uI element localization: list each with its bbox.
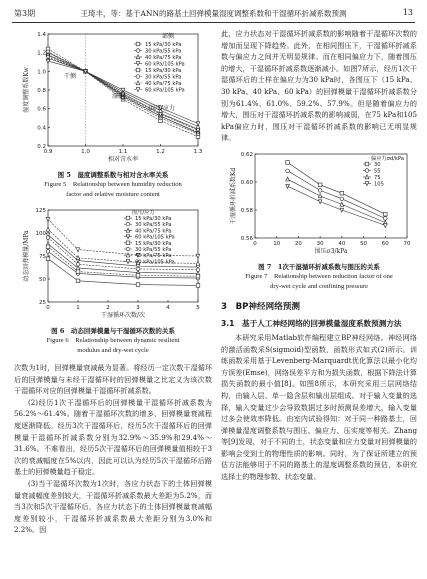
x-tick-label: 0 — [253, 240, 257, 247]
figure-7-caption-en-1: Figure 7 Relationship between reduction factor of one — [245, 272, 393, 280]
legend-marker — [136, 49, 140, 53]
subsection-heading-3-1: 3.1 基于人工神经网络的回弹模量湿度系数预测方法 — [221, 318, 402, 328]
figure-5-caption-cn: 图 5 湿度调整系数与相对含水率关系 — [57, 171, 169, 179]
data-point — [46, 236, 50, 240]
x-axis-label: 围压σ3/kPa — [314, 247, 348, 255]
x-tick-label: 70 — [403, 240, 411, 247]
legend-marker — [136, 68, 140, 72]
right-column — [221, 28, 417, 483]
legend-marker — [365, 162, 369, 166]
figure-5-caption — [14, 170, 212, 200]
page-header — [0, 0, 427, 26]
y-tick-label: 100 — [35, 231, 46, 237]
y-tick-label: 0.4 — [37, 125, 46, 132]
data-point — [46, 250, 50, 254]
data-point — [196, 274, 200, 278]
data-point — [76, 248, 80, 252]
legend-label: 105 — [374, 181, 384, 188]
legend-label: 60 kPa/105 kPa — [145, 61, 185, 68]
legend-marker — [136, 81, 140, 85]
figure-7-caption-cn: 图 7 1次干湿循环折减系数与围压的关系 — [258, 262, 380, 271]
data-point — [286, 184, 290, 188]
y-tick-label: 0.8 — [37, 88, 46, 94]
annotation-label: 部侧 — [162, 33, 175, 40]
data-point — [46, 227, 50, 231]
annotation-label: 湿侧 — [112, 93, 125, 100]
y-tick-label: 0.6 — [37, 106, 46, 113]
y-tick-label: 1.2 — [37, 50, 46, 57]
legend-marker — [126, 253, 130, 257]
x-tick-label: 20 — [294, 240, 302, 247]
x-axis-label: 相对含水率 — [107, 156, 139, 163]
legend-label: 15 kPa/30 kPa — [135, 216, 172, 222]
figure-7-chart — [221, 148, 417, 260]
series-line — [48, 219, 198, 256]
running-title: 王琦丰，等：基于ANN的路基土回弹模量湿度调整系数和干湿循环折减系数预测 — [80, 9, 347, 18]
legend-label: 60 kPa/105 kPa — [135, 259, 175, 266]
series-line — [288, 162, 386, 214]
x-tick-label: 1 — [76, 305, 80, 311]
y-tick-label: 0.60 — [240, 179, 253, 186]
data-point — [121, 88, 125, 92]
data-point — [340, 197, 344, 201]
x-tick-label: 0.9 — [43, 149, 53, 155]
data-point — [46, 257, 50, 261]
section-heading-3: 3 BP神经网络预测 — [221, 301, 300, 312]
figure-7-caption-en-2: dry-wet cycle and confining pressure — [270, 282, 368, 290]
y-tick-label: 75 — [39, 254, 46, 260]
x-tick-label: 4 — [166, 305, 170, 311]
legend-label: 60 kPa/105 kPa — [135, 234, 175, 241]
figure-6-chart — [14, 206, 212, 324]
figure-6-caption — [14, 326, 212, 356]
figure-6 — [14, 206, 212, 324]
legend-label: 40 kPa/75 kPa — [135, 253, 172, 260]
data-point — [136, 274, 140, 278]
annotation-label: 围压/应力 — [149, 105, 176, 112]
legend-label: 15 kPa/30 kPa — [145, 68, 182, 74]
y-tick-label: 1.0 — [37, 69, 46, 76]
x-axis-label: 干湿循环次数/次 — [100, 312, 146, 319]
data-point — [136, 283, 140, 287]
data-point — [318, 189, 322, 193]
y-tick-label: 125 — [35, 208, 46, 214]
legend-marker — [136, 42, 140, 46]
legend-marker — [126, 216, 130, 220]
legend-label: 75 — [374, 174, 381, 181]
data-point — [136, 267, 140, 271]
figure-6-caption-cn: 图 6 动态回弹模量与干湿循环次数的关系 — [51, 327, 175, 335]
data-point — [340, 191, 344, 195]
legend-label: 40 kPa/75 kPa — [145, 55, 182, 61]
x-tick-label: 1.1 — [118, 149, 128, 155]
x-tick-label: 1.3 — [193, 149, 203, 155]
figure-5-chart — [14, 28, 212, 168]
annotation-label: 干侧 — [64, 73, 77, 80]
series-line — [288, 171, 386, 219]
data-point — [318, 194, 322, 198]
x-tick-label: 30 — [316, 240, 324, 247]
legend-label: 30 kPa/55 kPa — [145, 48, 182, 55]
left-paragraph-3: (3)当干湿循环次数为1次时，各应力状态下的土体回弹模量衰减幅度差别较大，干湿循环折减系数最大差距为5.2%，而当3次和5次干湿循环后，各应力状态下的土体回弹模量衰减幅度差别较小，干湿循环折减系数最大差距分别为3.0%和2.2%。因 — [14, 478, 212, 535]
figure-6-caption-en-1: Figure 6 Relationship between dynamic resilient — [46, 337, 180, 344]
legend-title: 围压/应力 — [132, 210, 155, 216]
legend-title: 偏应力σd/kPa — [371, 155, 404, 162]
data-point — [286, 169, 290, 173]
series-line — [48, 229, 198, 266]
series-line — [288, 179, 386, 222]
legend-label: 30 kPa/55 kPa — [135, 247, 172, 253]
y-axis-label: 湿度调整系数Kw — [23, 67, 30, 113]
legend-marker — [126, 247, 130, 251]
data-point — [318, 183, 322, 187]
data-point — [196, 284, 200, 288]
x-tick-label: 1.2 — [156, 149, 165, 155]
data-point — [76, 262, 80, 266]
legend-label: 60 kPa/105 kPa — [145, 87, 185, 94]
legend-label: 30 kPa/55 kPa — [135, 222, 172, 229]
legend-label: 55 — [374, 168, 381, 175]
legend-marker — [136, 75, 140, 79]
series-line — [288, 186, 386, 225]
legend-label: 30 — [374, 161, 381, 168]
x-tick-label: 50 — [360, 240, 368, 247]
x-tick-label: 0 — [46, 305, 50, 311]
legend-marker — [126, 222, 130, 226]
x-tick-label: 60 — [381, 240, 389, 247]
legend-marker — [136, 88, 140, 92]
y-tick-label: 1.4 — [37, 32, 46, 38]
figure-6-caption-en-2: modulus and dry-wet cycle — [77, 347, 149, 354]
y-axis-label: 动态回弹模量/MPa — [23, 230, 30, 282]
x-tick-label: 40 — [338, 240, 346, 247]
figure-7 — [221, 148, 417, 260]
left-paragraph-1: 次数为1时，回弹模量衰减最为显著。将经历一定次数干湿循环后的回弹模量与未经干湿循环时的回弹模量之比定义为该次数干湿循环对应的回弹模量干湿循环折减系数。 — [14, 363, 212, 396]
plot-frame — [48, 210, 198, 302]
left-column — [14, 28, 212, 536]
figure-5-caption-en-2: factor and relative moisture content — [66, 191, 160, 198]
legend-label: 40 kPa/75 kPa — [145, 81, 182, 87]
right-paragraph-1: 此，应力状态对干湿循环折减系数的影响随着干湿循环次数的增加而呈现下降趋势。此外，在相同围压下，干湿循环折减系数与偏应力之间并无明显规律。而在相同偏应力下，随着围压的增大，干湿循环折减系数逐渐减小。如图7所示，经历1次干湿循环后的土样在偏应力为30 kPa时，各围压下（15 kPa、30 kPa、40 kPa、60 kPa）的回弹模量干湿循环折减系数分别为61.4%、61.0%、59.2%、57.9%。但是随着偏应力的增大，围压对干湿循环折减系数的影响减弱，在75 kPa和105 kPa偏应力时，围压对干湿循环折减系数的影响已无明显规律。 — [221, 29, 417, 143]
legend-label: 15 kPa/30 kPa — [135, 240, 172, 247]
legend-label: 40 kPa/75 kPa — [135, 228, 172, 235]
legend-marker — [365, 169, 369, 173]
series-line — [48, 244, 198, 273]
figure-7-caption — [221, 262, 417, 292]
y-tick-label: 0.2 — [37, 144, 46, 150]
data-point — [286, 177, 290, 181]
right-paragraph-2: 本研究采用Matlab软件编程建立BP神经网络。神经网络的激活函数采S(sigmoid)型函数，函数形式如式(2)所示。训练函数采用基于Levenberg-Marquardt优化算法以最小化均方误差(Emse)，网络误差平方和为损失函数，根据下降法计算损失函数的最小值[8]。如图8所示，本研究采用三层网络结构，由输入层、单一隐含层和输出层组成。对于输入变量的选择，输入变量过少会导致数据过多时预测误差增大，输入变量过多会使效率降低。由室内试验得知：对于同一种路基土，回弹模量湿度调整系数与围压、偏应力、压实度等相关。Zhang等[9]发现，对于不同的土，状态变量和应力变量对回弹模量的影响会受到土的物理性质的影响。同时，为了保证所建立的预估方法能够用于不同的路基土的湿度调整系数的预估，本研究选择土的物理参数、状态变量、 — [221, 332, 417, 482]
legend-label: 15 kPa/30 kPa — [145, 42, 182, 48]
x-tick-label: 3 — [136, 305, 140, 311]
data-point — [383, 212, 387, 216]
data-point — [286, 161, 290, 165]
x-tick-label: 1.0 — [81, 149, 90, 155]
x-tick-label: 5 — [196, 305, 200, 311]
y-tick-label: 50 — [39, 277, 46, 283]
issue-number: 第3期 — [14, 9, 36, 18]
data-point — [46, 217, 50, 221]
figure-5 — [14, 28, 212, 168]
data-point — [196, 122, 200, 126]
y-tick-label: 0.56 — [240, 235, 253, 242]
figure-5-caption-en-1: Figure 5 Relationship between humidity reduction — [44, 181, 182, 188]
y-tick-label: 0.62 — [240, 151, 253, 158]
data-point — [383, 224, 387, 228]
x-tick-label: 2 — [106, 305, 110, 311]
data-point — [76, 270, 80, 274]
page-number: 13 — [402, 8, 413, 17]
data-point — [76, 279, 80, 283]
left-paragraph-2: (2)经历1次干湿循环后的回弹模量干湿循环折减系数为56.2%～61.4%。随着干湿循环次数的增多，回弹模量衰减程度逐渐降低。经历3次干湿循环后，经历5次干湿循环后的回弹模量干湿循环折减系数分别为32.9%～35.9%和29.4%～31.6%。不难看出，经历5次干湿循环后的回弹模量值相较于3次的衰减幅度在5%以内，因此可以认为经历5次干湿循环后路基土的回弹模量趋于稳定。 — [14, 397, 212, 477]
y-tick-label: 0.58 — [240, 207, 253, 214]
header-rule — [12, 22, 415, 23]
data-point — [46, 245, 50, 249]
data-point — [196, 268, 200, 272]
x-tick-label: 10 — [273, 240, 281, 247]
legend-marker — [126, 241, 130, 245]
y-axis-label: 干湿循环折减系数Kd — [230, 167, 237, 225]
data-point — [383, 217, 387, 221]
legend-label: 30 kPa/55 kPa — [145, 74, 182, 81]
y-tick-label: 25 — [39, 300, 46, 306]
